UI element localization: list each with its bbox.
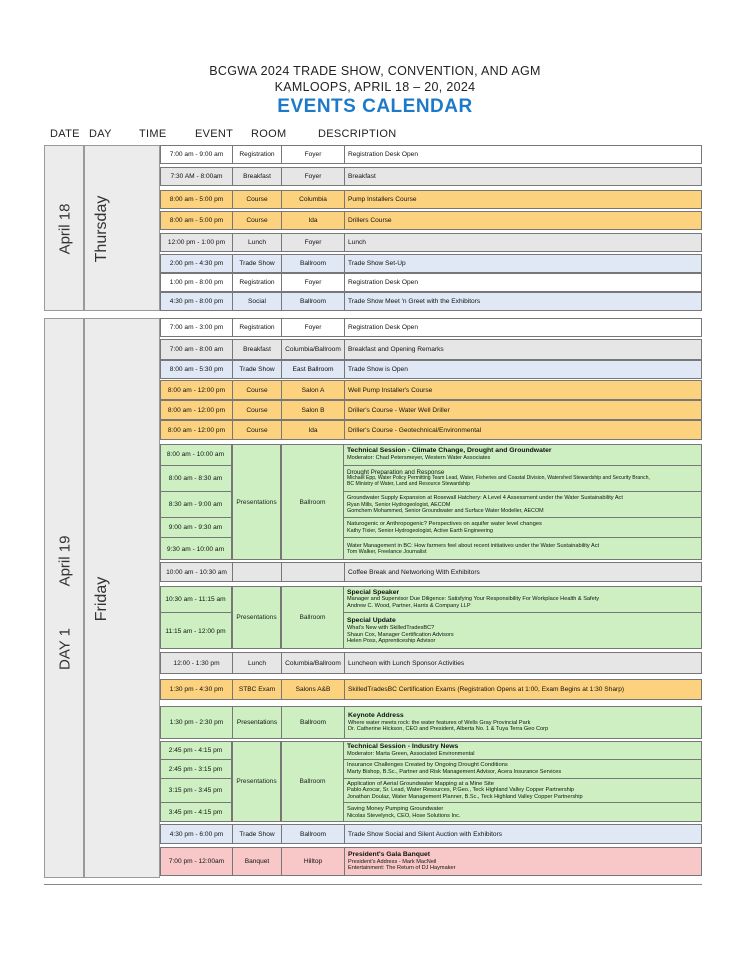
desc-cell: Lunch: [348, 239, 366, 246]
desc-cell: Breakfast: [348, 173, 376, 180]
desc-cell: Trade Show Set-Up: [348, 260, 406, 267]
table-row: [160, 444, 702, 466]
time-cell: 7:00 pm - 12:00am: [161, 848, 233, 875]
table-row: [160, 586, 702, 613]
desc-cell: [344, 779, 702, 803]
time-cell: 2:45 pm - 3:15 pm: [160, 760, 232, 779]
time-cell: 8:00 am - 8:30 am: [160, 466, 232, 492]
event-cell: Course: [233, 212, 282, 229]
table-row: [160, 145, 702, 164]
event-cell: Lunch: [233, 653, 282, 673]
event-cell: Breakfast: [233, 168, 282, 185]
time-cell: 1:30 pm - 4:30 pm: [161, 680, 233, 699]
table-row: [160, 518, 702, 538]
time-cell: 7:00 am - 3:00 pm: [161, 319, 233, 336]
table-row: [160, 318, 702, 337]
time-cell: 9:00 am - 9:30 am: [160, 518, 232, 538]
col-room: ROOM: [251, 128, 287, 140]
desc-cell: Trade Show is Open: [348, 366, 408, 373]
table-row: [160, 339, 702, 360]
session-detail: Moderator: Chad Petersmeyer, Western Water Associates: [347, 455, 491, 462]
room-cell: Salon A: [282, 381, 345, 399]
time-cell: 8:00 am - 5:00 pm: [161, 191, 233, 208]
time-cell: 7:00 am - 9:00 am: [161, 146, 233, 163]
table-row: [160, 779, 702, 803]
event-cell: Lunch: [233, 234, 282, 251]
time-cell: 12:00 pm - 1:00 pm: [161, 234, 233, 251]
col-description: DESCRIPTION: [318, 128, 397, 140]
conference-location: KAMLOOPS, APRIL 18 – 20, 2024: [274, 80, 476, 94]
table-row: [160, 466, 702, 492]
desc-cell: Well Pump Installer's Course: [348, 386, 433, 394]
desc-cell: Trade Show Meet 'n Greet with the Exhibitors: [348, 298, 481, 305]
date-cell: [44, 145, 84, 311]
session-detail: Pablo Azocar, Sr. Lead, Water Resources, P.Geo., Teck Highland Valley Copper Partnership: [347, 787, 575, 794]
desc-cell: SkilledTradesBC Certification Exams (Registration Opens at 1:00, Exam Begins at 1:30 Sharp): [348, 686, 625, 693]
room-cell: Ida: [282, 212, 345, 229]
table-row: [160, 190, 702, 209]
time-cell: 1:00 pm - 8:00 pm: [161, 274, 233, 291]
time-cell: 8:00 am - 12:00 pm: [161, 401, 233, 419]
session-title: Technical Session - Industry News: [347, 742, 459, 750]
event-cell: Registration: [233, 274, 282, 291]
section-april-19: [44, 318, 702, 878]
event-cell: Course: [233, 421, 282, 439]
table-row: [160, 741, 702, 760]
session-title: Water Management in BC: How farmers feel about recent initiatives under the Water Sustainability Act: [347, 542, 600, 549]
session-detail: BC Ministry of Water, Land and Resource Stewardship: [347, 481, 470, 488]
session-title: Special Speaker: [347, 588, 400, 596]
event-cell: Registration: [233, 146, 282, 163]
room-cell: Foyer: [282, 146, 345, 163]
time-cell: 7:00 am - 8:00 am: [161, 340, 233, 359]
session-detail: Marty Bishop, B.Sc., Partner and Risk Management Advisor, Acera Insurance Services: [347, 769, 562, 776]
table-row: [160, 360, 702, 379]
table-row: [160, 380, 702, 400]
time-cell: 3:15 pm - 3:45 pm: [160, 779, 232, 803]
session-title: Drought Preparation and Response: [347, 469, 445, 477]
session-detail: Where water meets rock: the water features of Wells Gray Provincial Park: [348, 719, 531, 726]
desc-cell: [344, 492, 702, 518]
room-cell: Salons A&B: [282, 680, 345, 699]
time-cell: 11:15 am - 12:00 pm: [160, 613, 232, 649]
desc-cell: [344, 760, 702, 779]
day-label: Thursday: [93, 195, 110, 263]
session-detail: Michael Epp, Water Policy Permitting Team Lead, Water, Fisheries and Coastal Division, Watershed Stewardship and Security Branch,: [347, 475, 650, 482]
room-cell: Columbia/Ballroom: [282, 653, 345, 673]
table-row: [160, 652, 702, 674]
desc-cell: [344, 741, 702, 760]
table-row: [160, 292, 702, 311]
event-cell: Presentations: [232, 741, 281, 822]
date-label: April 19: [56, 535, 74, 587]
table-row: [160, 211, 702, 230]
room-cell: Foyer: [282, 274, 345, 291]
desc-cell: Registration Desk Open: [348, 324, 419, 331]
room-cell: Salon B: [282, 401, 345, 419]
time-cell: 8:00 am - 10:00 am: [160, 444, 232, 466]
day-label: Friday: [93, 576, 110, 622]
session-title: Keynote Address: [348, 712, 404, 720]
col-day: DAY: [89, 128, 112, 140]
col-date: DATE: [50, 128, 80, 140]
event-cell: Breakfast: [233, 340, 282, 359]
session-title: Saving Money Pumping Groundwater: [347, 805, 444, 812]
session-title: Special Update: [347, 617, 396, 625]
day-cell: [84, 318, 160, 878]
room-cell: Ballroom: [282, 707, 345, 738]
room-cell: Columbia/Ballroom: [282, 340, 345, 359]
event-cell: Trade Show: [233, 825, 282, 843]
session-detail: Nicolas Stevelynck, CEO, Hose Solutions Inc.: [347, 812, 461, 819]
room-cell: [282, 563, 345, 581]
table-row: [160, 233, 702, 252]
event-cell: Course: [233, 191, 282, 208]
room-cell: Columbia: [282, 191, 345, 208]
session-detail: Manager and Supervisor Due Diligence: Satisfying Your Responsibility For Workplace Health & Safety: [347, 596, 600, 603]
day-cell: [84, 145, 160, 311]
table-row: [160, 538, 702, 560]
page-title: EVENTS CALENDAR: [277, 96, 473, 117]
time-cell: 9:30 am - 10:00 am: [160, 538, 232, 560]
session-title: Groundwater Supply Expansion at Rosewall Hatchery: A Level 4 Assessment under the Water Sustainability Act: [347, 495, 623, 502]
table-row: [160, 400, 702, 420]
desc-cell: [344, 613, 702, 649]
desc-cell: [344, 803, 702, 822]
room-cell: Ballroom: [282, 825, 345, 843]
session-detail: Moderator: Marta Green, Associated Environmental: [347, 750, 475, 757]
desc-cell: Pump Installers Course: [348, 196, 417, 203]
table-row: [160, 254, 702, 273]
room-cell: Ballroom: [282, 255, 345, 272]
day-number-label: DAY 1: [56, 628, 74, 670]
bottom-rule: [44, 884, 702, 885]
time-cell: 8:00 am - 12:00 pm: [161, 381, 233, 399]
event-cell: STBC Exam: [233, 680, 282, 699]
session-detail: What's New with SkilledTradesBC?: [347, 625, 435, 632]
room-cell: East Ballroom: [282, 361, 345, 378]
room-cell: Ida: [282, 421, 345, 439]
table-row: [160, 273, 702, 292]
time-cell: 2:45 pm - 4:15 pm: [160, 741, 232, 760]
session-detail: Dr. Catherine Hickson, CEO and President, Alberta No. 1 & Tuya Terra Geo Corp: [348, 726, 549, 733]
table-row: [160, 562, 702, 582]
time-cell: 10:30 am - 11:15 am: [160, 586, 232, 613]
desc-cell: [344, 538, 702, 560]
table-row: [160, 679, 702, 700]
session-title: President's Gala Banquet: [348, 851, 431, 859]
desc-cell: [345, 707, 703, 738]
desc-cell: Registration Desk Open: [348, 151, 419, 158]
time-cell: 12:00 - 1:30 pm: [161, 653, 233, 673]
event-cell: Presentations: [233, 707, 282, 738]
session-detail: Gomchem Mohammed, Senior Groundwater and Surface Water Modeller, AECOM: [347, 507, 544, 514]
session-detail: Ryan Mills, Senior Hydrogeologist, AECOM: [347, 501, 451, 508]
col-event: EVENT: [195, 128, 234, 140]
session-detail: Shaun Cox, Manager Certification Advisors: [347, 631, 454, 638]
session-detail: Kathy Tixier, Senior Hydrogeologist, Active Earth Engineering: [347, 527, 493, 534]
table-row: [160, 824, 702, 844]
desc-cell: Registration Desk Open: [348, 279, 419, 286]
time-cell: 7:30 AM - 8:00am: [161, 168, 233, 185]
desc-cell: [344, 444, 702, 466]
time-cell: 4:30 pm - 6:00 pm: [161, 825, 233, 843]
room-cell: Foyer: [282, 319, 345, 336]
session-title: Insurance Challenges Created by Ongoing Drought Conditions: [347, 762, 508, 769]
room-cell: Ballroom: [281, 444, 344, 560]
event-cell: [233, 563, 282, 581]
col-time: TIME: [139, 128, 167, 140]
time-cell: 8:00 am - 5:30 pm: [161, 361, 233, 378]
date-label: April 18: [56, 203, 74, 255]
session-detail: Jonathan Doulaz, Water Management Planner, B.Sc., Teck Highland Valley Copper Partnership: [347, 793, 583, 800]
session-detail: President's Address - Mark MacNeil: [348, 858, 437, 865]
desc-cell: [345, 848, 703, 875]
desc-cell: Trade Show Social and Silent Auction with Exhibitors: [348, 830, 503, 838]
time-cell: 3:45 pm - 4:15 pm: [160, 803, 232, 822]
table-row: [160, 706, 702, 739]
session-detail: Andrew C. Wood, Partner, Harris & Company LLP: [347, 602, 471, 609]
desc-cell: [344, 466, 702, 492]
room-cell: Ballroom: [282, 293, 345, 310]
date-cell: [44, 318, 84, 878]
time-cell: 1:30 pm - 2:30 pm: [161, 707, 233, 738]
table-row: [160, 420, 702, 440]
time-cell: 10:00 am - 10:30 am: [161, 563, 233, 581]
table-row: [160, 847, 702, 876]
time-cell: 8:30 am - 9:00 am: [160, 492, 232, 518]
desc-cell: [344, 586, 702, 613]
event-cell: Course: [233, 401, 282, 419]
table-row: [160, 167, 702, 186]
table-row: [160, 760, 702, 779]
room-cell: Hilltop: [282, 848, 345, 875]
session-detail: Tom Walker, Freelance Journalist: [347, 549, 427, 556]
event-cell: Presentations: [232, 444, 281, 560]
session-detail: Entertainment: The Return of DJ Haymaker: [348, 865, 456, 872]
room-cell: Ballroom: [281, 741, 344, 822]
time-cell: 2:00 pm - 4:30 pm: [161, 255, 233, 272]
event-cell: Registration: [233, 319, 282, 336]
desc-cell: Drillers Course: [348, 217, 392, 224]
event-cell: Social: [233, 293, 282, 310]
time-cell: 4:30 pm - 8:00 pm: [161, 293, 233, 310]
section-april-18: [44, 145, 702, 311]
event-cell: Presentations: [232, 586, 281, 649]
desc-cell: Coffee Break and Networking With Exhibitors: [348, 568, 480, 576]
time-cell: 8:00 am - 5:00 pm: [161, 212, 233, 229]
room-cell: Foyer: [282, 168, 345, 185]
event-cell: Banquet: [233, 848, 282, 875]
table-row: [160, 613, 702, 649]
desc-cell: Driller's Course - Water Well Driller: [348, 406, 450, 414]
session-title: Application of Aerial Groundwater Mapping at a Mine Site: [347, 780, 494, 787]
desc-cell: [344, 518, 702, 538]
table-row: [160, 492, 702, 518]
desc-cell: Driller's Course - Geotechnical/Environmental: [348, 426, 482, 434]
session-detail: Helen Poss, Apprenticeship Advisor: [347, 638, 436, 645]
time-cell: 8:00 am - 12:00 pm: [161, 421, 233, 439]
room-cell: Foyer: [282, 234, 345, 251]
desc-cell: Breakfast and Opening Remarks: [348, 346, 444, 353]
session-title: Naturogenic or Anthropogenic? Perspectives on aquifer water level changes: [347, 521, 542, 528]
conference-title: BCGWA 2024 TRADE SHOW, CONVENTION, AND AGM: [209, 64, 541, 78]
event-cell: Course: [233, 381, 282, 399]
event-cell: Trade Show: [233, 361, 282, 378]
event-cell: Trade Show: [233, 255, 282, 272]
room-cell: Ballroom: [281, 586, 344, 649]
desc-cell: Luncheon with Lunch Sponsor Activities: [348, 659, 465, 667]
session-title: Technical Session - Climate Change, Drought and Groundwater: [347, 447, 552, 455]
table-row: [160, 803, 702, 822]
